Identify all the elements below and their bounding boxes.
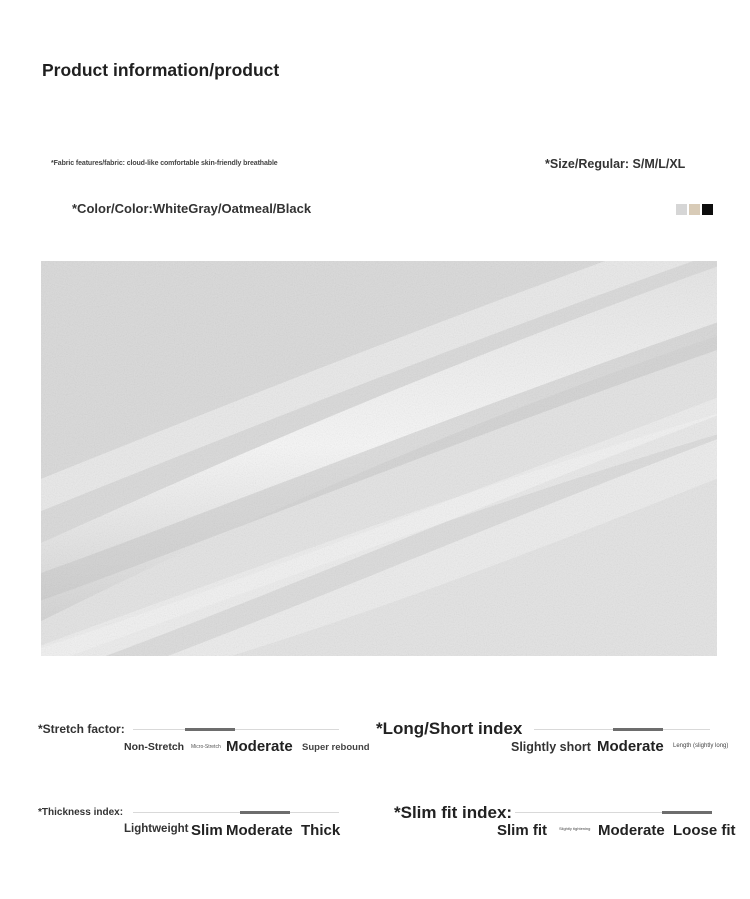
length-opt-long: Length (slightly long) — [673, 743, 729, 749]
thickness-track — [133, 812, 339, 813]
swatch-whitegray — [676, 204, 687, 215]
fit-opt-tightening: Slightly tightening — [559, 826, 591, 831]
length-opt-short: Slightly short — [511, 740, 591, 754]
thickness-opt-slim: Slim — [191, 822, 223, 839]
stretch-opt-non: Non-Stretch — [124, 741, 185, 753]
fabric-texture-photo — [41, 261, 717, 656]
length-label: *Long/Short index — [376, 719, 523, 738]
thickness-opt-light: Lightweight — [124, 823, 189, 835]
length-opt-moderate: Moderate — [597, 738, 664, 755]
length-marker — [613, 728, 663, 731]
size-text: *Size/Regular: S/M/L/XL — [545, 157, 686, 171]
fabric-features-text: *Fabric features/fabric: cloud-like comfortable skin-friendly breathable — [51, 160, 278, 167]
stretch-label: *Stretch factor: — [38, 722, 125, 736]
thickness-opt-moderate: Moderate — [226, 822, 293, 839]
thickness-label: *Thickness index: — [38, 807, 124, 818]
stretch-opt-super: Super rebound — [302, 742, 370, 753]
thickness-opt-thick: Thick — [301, 822, 341, 839]
fit-opt-loose: Loose fit — [673, 822, 736, 839]
thickness-marker — [240, 811, 290, 814]
swatch-black — [702, 204, 713, 215]
color-text: *Color/Color:WhiteGray/Oatmeal/Black — [72, 201, 312, 216]
fit-label: *Slim fit index: — [394, 803, 513, 822]
stretch-marker — [185, 728, 235, 731]
fit-opt-moderate: Moderate — [598, 822, 665, 839]
stretch-track — [133, 729, 339, 730]
section-title: Product information/product — [42, 60, 280, 80]
swatch-oatmeal — [689, 204, 700, 215]
fit-opt-slim: Slim fit — [497, 822, 548, 839]
stretch-opt-moderate: Moderate — [226, 738, 293, 755]
fit-marker — [662, 811, 712, 814]
stretch-opt-micro: Micro-Stretch — [191, 744, 221, 750]
